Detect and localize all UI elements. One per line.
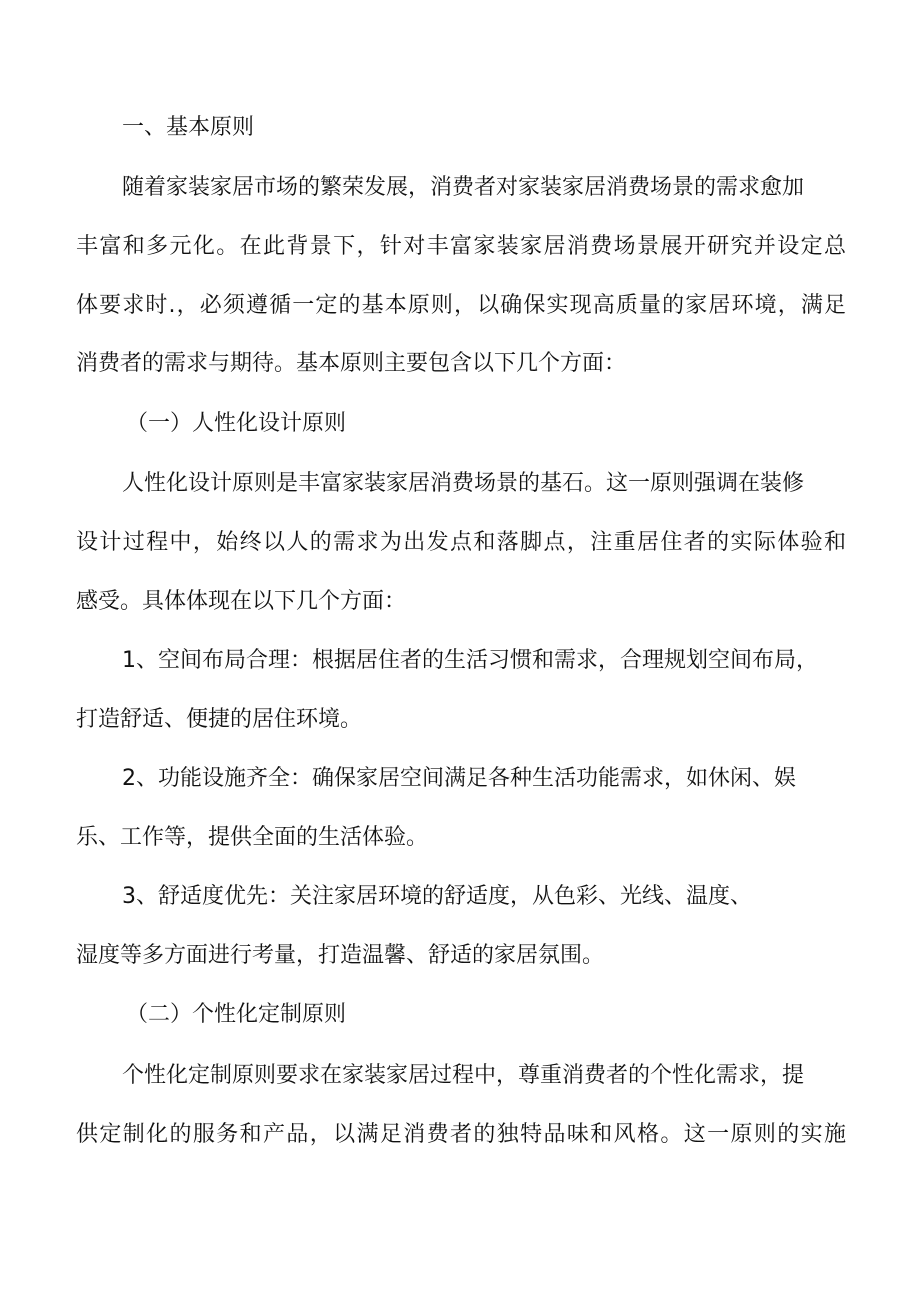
sub1-line-3: 感受。具体体现在以下几个方面： — [76, 589, 407, 614]
subsection-title-2: （二）个性化定制原则 — [126, 1002, 347, 1027]
list-item-1-line-2: 打造舒适、便捷的居住环境。 — [76, 707, 363, 732]
sub2-line-2: 供定制化的服务和产品，以满足消费者的独特品味和风格。这一原则的实施 — [76, 1122, 846, 1147]
intro-line-1: 随着家装家居市场的繁荣发展，消费者对家装家居消费场景的需求愈加 — [122, 175, 805, 200]
sub1-line-2: 设计过程中，始终以人的需求为出发点和落脚点，注重居住者的实际体验和 — [76, 530, 846, 555]
intro-line-3: 体要求时.，必须遵循一定的基本原则，以确保实现高质量的家居环境，满足 — [76, 293, 846, 318]
intro-line-4: 消费者的需求与期待。基本原则主要包含以下几个方面： — [76, 351, 627, 376]
subsection-title-1: （一）人性化设计原则 — [126, 411, 347, 436]
list-item-3-line-1: 3、舒适度优先：关注家居环境的舒适度，从色彩、光线、温度、 — [122, 884, 752, 909]
list-item-1-line-1: 1、空间布局合理：根据居住者的生活习惯和需求，合理规划空间布局， — [122, 648, 818, 673]
list-item-3-line-2: 湿度等多方面进行考量，打造温馨、舒适的家居氛围。 — [76, 943, 605, 968]
section-title: 一、基本原则 — [122, 115, 255, 140]
list-item-2-line-1: 2、功能设施齐全：确保家居空间满足各种生活功能需求，如休闲、娱 — [122, 766, 796, 791]
sub2-line-1: 个性化定制原则要求在家装家居过程中，尊重消费者的个性化需求，提 — [122, 1063, 805, 1088]
intro-line-2: 丰富和多元化。在此背景下，针对丰富家装家居消费场景展开研究并设定总 — [76, 234, 846, 259]
sub1-line-1: 人性化设计原则是丰富家装家居消费场景的基石。这一原则强调在装修 — [122, 471, 805, 496]
list-item-2-line-2: 乐、工作等，提供全面的生活体验。 — [76, 825, 429, 850]
